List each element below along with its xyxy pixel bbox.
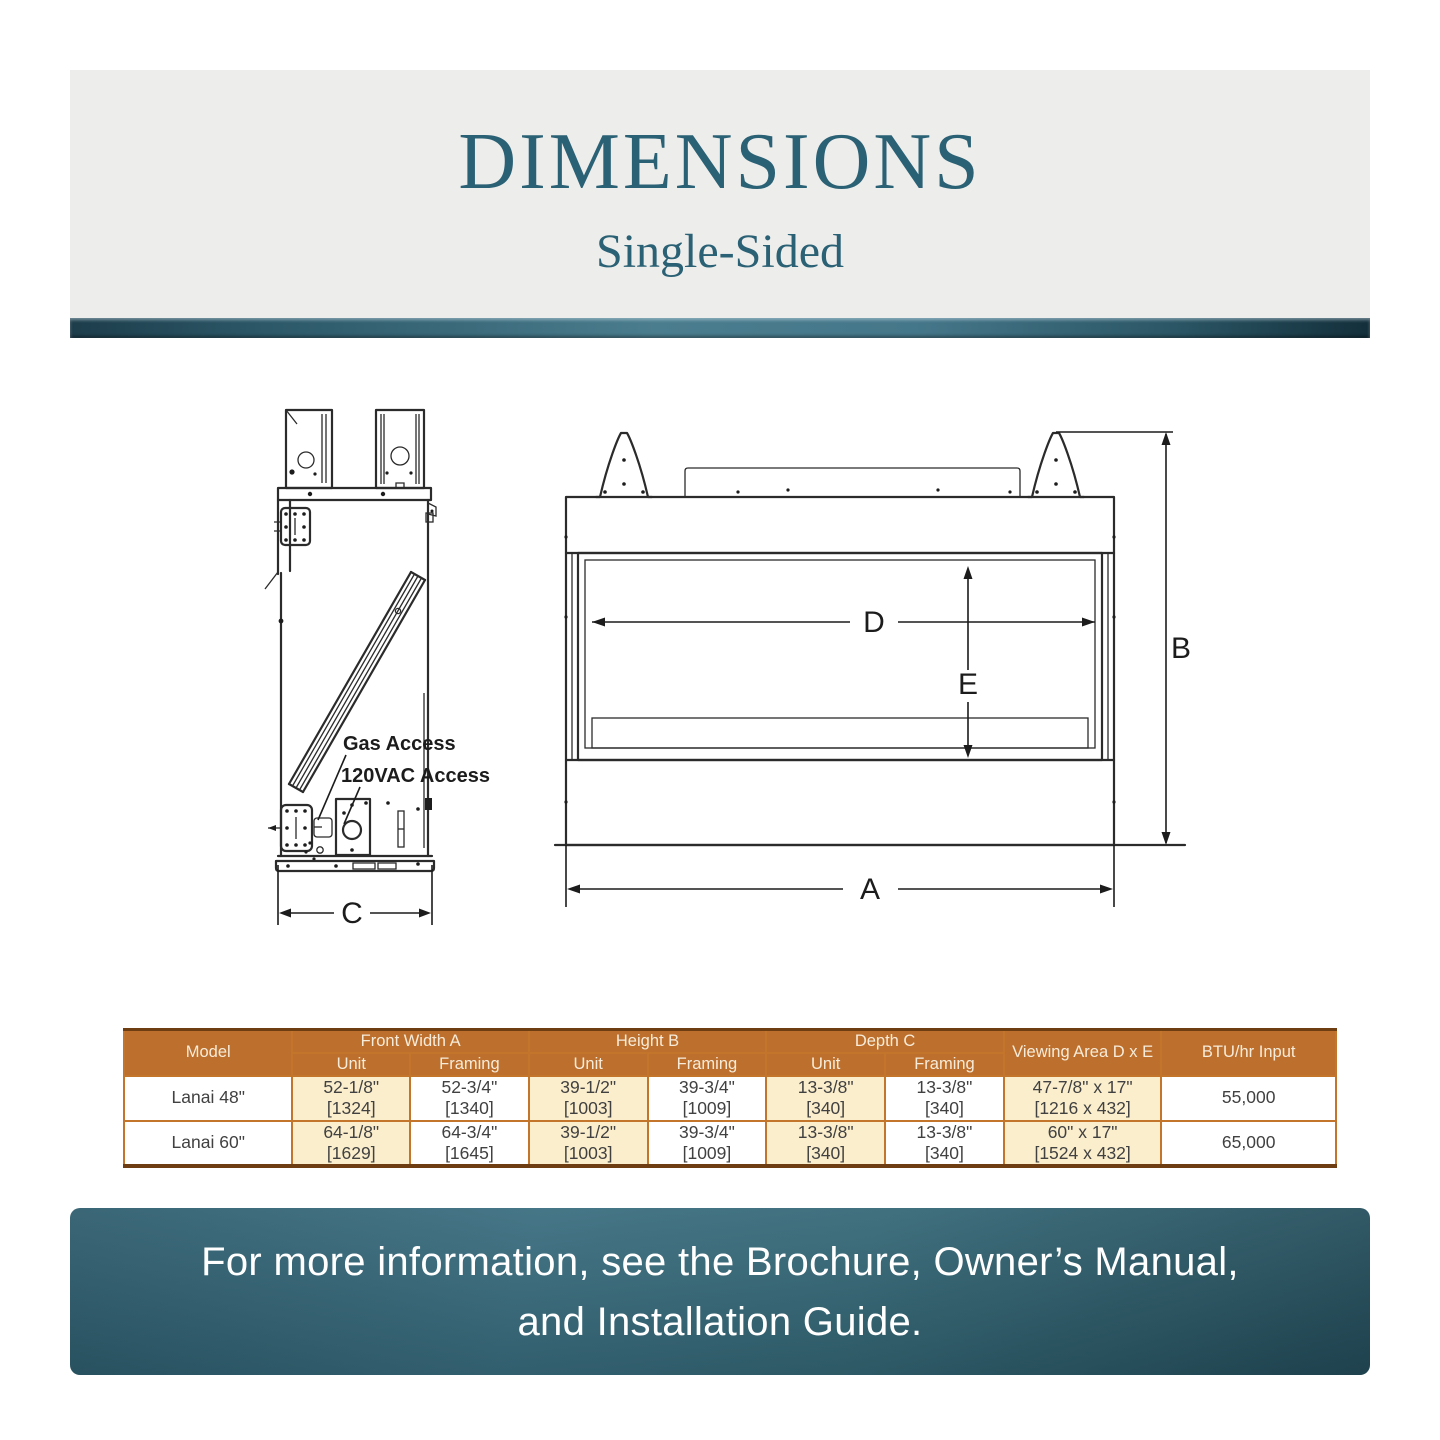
- value-mm: [1645]: [445, 1142, 494, 1163]
- front-dim-d: [592, 606, 1095, 639]
- front-bracket-right: [1028, 433, 1084, 497]
- subheader-front-framing: Framing: [410, 1053, 529, 1076]
- cell-height-unit: [529, 1076, 648, 1121]
- side-lower-junction-box: [268, 805, 312, 851]
- value-mm: [1216 x 432]: [1034, 1098, 1131, 1118]
- subheader-height-framing: Framing: [648, 1053, 767, 1076]
- side-top-bracket-left: [286, 410, 332, 488]
- subheader-height-unit: Unit: [529, 1053, 648, 1076]
- dim-c-label: C: [341, 897, 363, 930]
- front-bracket-left: [596, 433, 652, 497]
- value-mm: [340]: [924, 1098, 964, 1118]
- front-view-drawing: [548, 402, 1193, 912]
- value-mm: [1003]: [563, 1142, 613, 1163]
- dim-e-label: E: [957, 668, 979, 701]
- footer-band: [70, 1208, 1370, 1375]
- value-mm: [340]: [806, 1098, 846, 1118]
- cell-height-framing: [648, 1076, 767, 1121]
- cell-model: Lanai 48": [124, 1076, 292, 1121]
- value-in: 52-1/8": [323, 1076, 380, 1097]
- cell-front-unit: [292, 1121, 410, 1167]
- table-row-lanai-48: [124, 1076, 1336, 1121]
- side-access-labels: [318, 733, 490, 824]
- subheader-front-unit: Unit: [292, 1053, 410, 1076]
- value-in: 47-7/8" x 17": [1032, 1076, 1133, 1097]
- value-in: 13-3/8": [916, 1076, 973, 1097]
- cell-depth-unit: [766, 1076, 885, 1121]
- dim-d-label: D: [863, 606, 885, 639]
- value-in: 13-3/8": [797, 1076, 854, 1097]
- value-mm: [1629]: [326, 1142, 376, 1163]
- vac-access-label: 120VAC Access: [341, 765, 490, 787]
- cell-depth-unit: [766, 1121, 885, 1167]
- value-mm: [1003]: [563, 1098, 613, 1118]
- cell-height-framing: [648, 1121, 767, 1167]
- value-in: 13-3/8": [797, 1121, 854, 1142]
- page-title: DIMENSIONS: [458, 118, 982, 206]
- side-upper-junction-box: [274, 508, 310, 545]
- col-header-height: Height B: [529, 1030, 767, 1053]
- value-mm: [340]: [924, 1142, 964, 1163]
- cell-height-unit: [529, 1121, 648, 1167]
- gas-access-label: Gas Access: [343, 733, 456, 755]
- subheader-depth-unit: Unit: [766, 1053, 885, 1076]
- value-in: 52-3/4": [441, 1076, 498, 1097]
- subheader-depth-framing: Framing: [885, 1053, 1004, 1076]
- table-header-row-1: [124, 1030, 1336, 1053]
- cell-viewing-area: [1004, 1076, 1162, 1121]
- cell-depth-framing: [885, 1121, 1004, 1167]
- col-header-viewing-area: Viewing Area D x E: [1004, 1030, 1162, 1076]
- side-view-drawing: [248, 393, 490, 933]
- value-in: 60" x 17": [1047, 1121, 1118, 1142]
- page-subtitle: Single-Sided: [596, 225, 844, 278]
- value-in: 39-1/2": [560, 1076, 617, 1097]
- table-row-lanai-60: [124, 1121, 1336, 1167]
- side-top-bracket-right: [376, 410, 424, 488]
- value-mm: [1340]: [445, 1098, 494, 1118]
- value-in: 64-1/8": [323, 1121, 380, 1142]
- value-mm: [1324]: [326, 1098, 376, 1118]
- dim-b-label: B: [1170, 632, 1192, 665]
- dim-a-label: A: [859, 873, 881, 906]
- value-in: 39-1/2": [560, 1121, 617, 1142]
- side-flue-pipe: [289, 572, 425, 792]
- value-in: 39-3/4": [679, 1121, 735, 1142]
- side-gas-fitting: [304, 818, 332, 861]
- value-mm: [1524 x 432]: [1034, 1142, 1131, 1163]
- header-panel: [70, 70, 1370, 318]
- cell-depth-framing: [885, 1076, 1004, 1121]
- cell-btu: 55,000: [1161, 1076, 1336, 1121]
- front-top-plate: [685, 468, 1020, 497]
- col-header-front-width: Front Width A: [292, 1030, 528, 1053]
- value-mm: [340]: [806, 1142, 846, 1163]
- teal-divider-bar: [70, 318, 1370, 338]
- front-dim-e: [958, 566, 978, 758]
- front-dim-b: [1056, 432, 1191, 845]
- col-header-depth: Depth C: [766, 1030, 1004, 1053]
- cell-model: Lanai 60": [124, 1121, 292, 1167]
- front-dim-a: [566, 845, 1114, 907]
- value-in: 39-3/4": [679, 1076, 735, 1097]
- value-mm: [1009]: [682, 1142, 732, 1163]
- footer-text: For more information, see the Brochure, Owner’s Manual, and Installation Guide.: [201, 1239, 1239, 1344]
- cell-btu: 65,000: [1161, 1121, 1336, 1167]
- cell-front-framing: [410, 1121, 529, 1167]
- cell-front-framing: [410, 1076, 529, 1121]
- front-body: [564, 497, 1115, 845]
- value-in: 64-3/4": [441, 1121, 498, 1142]
- spec-table: [123, 1028, 1337, 1168]
- side-dim-c: [278, 865, 432, 930]
- col-header-btu: BTU/hr Input: [1161, 1030, 1336, 1076]
- value-mm: [1009]: [682, 1098, 732, 1118]
- side-vac-box: [336, 799, 420, 855]
- side-top-plate: [278, 488, 436, 516]
- col-header-model: Model: [124, 1030, 292, 1076]
- front-viewing-area: [578, 553, 1102, 760]
- side-bottom-plate: [276, 856, 434, 871]
- side-right-slot: [398, 811, 404, 847]
- cell-viewing-area: [1004, 1121, 1162, 1167]
- cell-front-unit: [292, 1076, 410, 1121]
- value-in: 13-3/8": [916, 1121, 973, 1142]
